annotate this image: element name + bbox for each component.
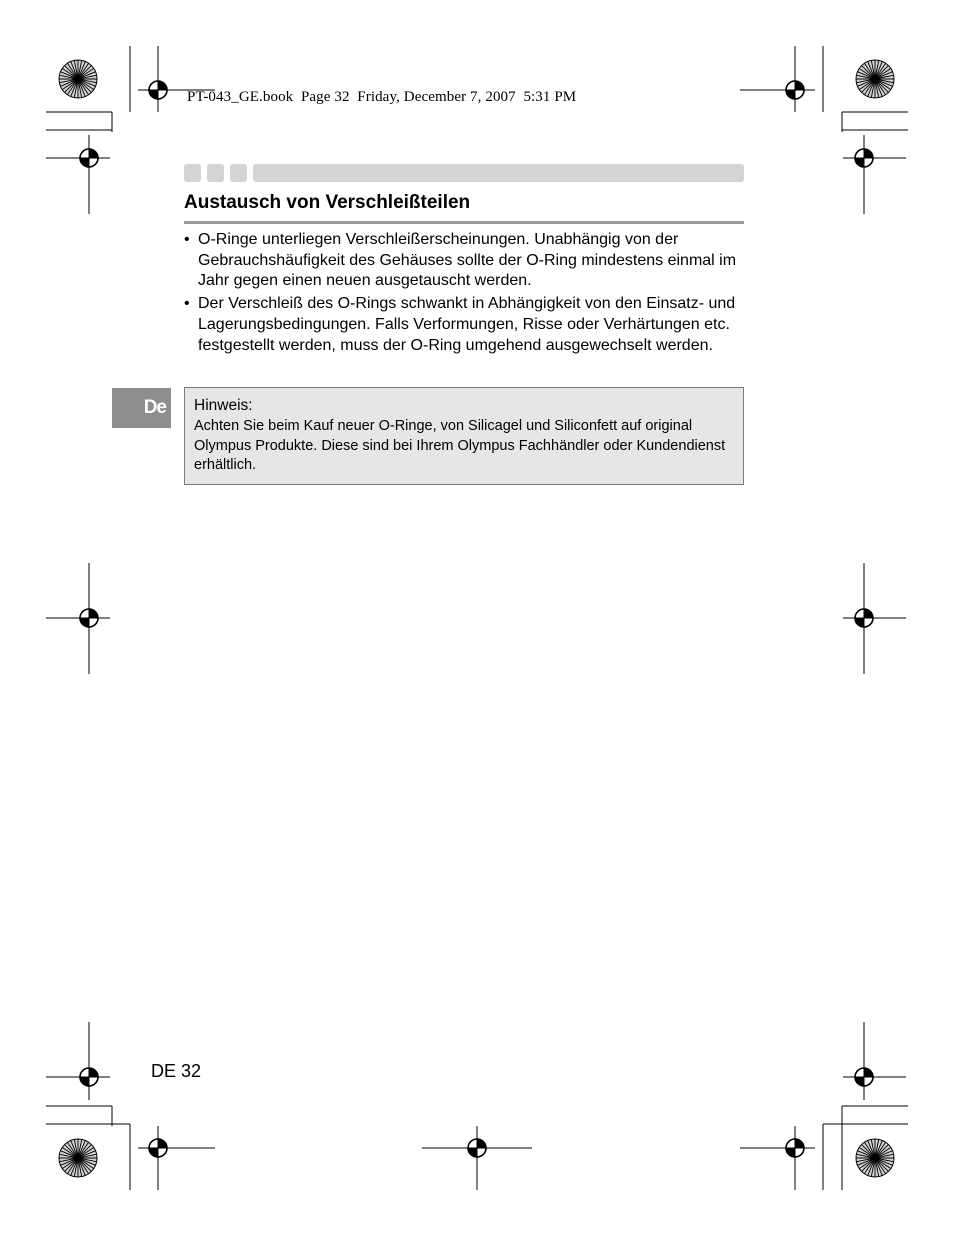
registration-mark-icon [46, 563, 110, 674]
title-rule [184, 221, 744, 224]
registration-mark-icon [138, 1126, 215, 1190]
list-item [184, 294, 749, 356]
starburst-mark-icon [59, 1139, 97, 1177]
note-body: Achten Sie beim Kauf neuer O-Ringe, von Silicagel und Siliconfett auf original Olympus Produkte. Diese sind bei Ihrem Olympus Fachhändler oder Kundendienst erhältlich. [194, 418, 726, 474]
decor-square [230, 164, 247, 182]
bullet-symbol: • [184, 231, 190, 248]
section-decoration [184, 164, 744, 182]
registration-mark-icon [740, 1126, 815, 1190]
registration-mark-icon [843, 135, 906, 214]
decor-square [207, 164, 224, 182]
bullet-list [184, 230, 749, 358]
list-item-text: Der Verschleiß des O-Rings schwankt in Abhängigkeit von den Einsatz- und Lagerungsbedingungen. Falls Verformungen, Risse oder Verhärtungen etc. festgestellt werden, muss der O-Ring umgehend ausgewechselt werden. [198, 295, 736, 354]
starburst-mark-icon [59, 60, 97, 98]
bullet-symbol: • [184, 295, 190, 313]
note-title: Hinweis: [194, 397, 253, 414]
registration-mark-icon [843, 1022, 906, 1100]
list-item [184, 230, 749, 292]
registration-mark-icon [46, 1022, 110, 1100]
registration-mark-icon [422, 1126, 532, 1190]
registration-mark-icon [843, 563, 906, 674]
decor-square [184, 164, 201, 182]
page-number: DE 32 [151, 1061, 202, 1081]
registration-mark-icon [46, 135, 110, 214]
language-tab: De [112, 388, 171, 428]
print-header: PT-043_GE.book Page 32 Friday, December 7, 2007 5:31 PM [187, 89, 577, 105]
section-title: Austausch von Verschleißteilen [184, 192, 471, 213]
crop-mark-icon [46, 46, 908, 1190]
starburst-mark-icon [856, 60, 894, 98]
note-box [184, 387, 744, 485]
starburst-mark-icon [856, 1139, 894, 1177]
registration-mark-icon [740, 46, 815, 112]
decor-bar [253, 164, 744, 182]
list-item-text: O-Ringe unterliegen Verschleißerscheinungen. Unabhängig von der Gebrauchshäufigkeit des Gehäuses sollte der O-Ring mindestens einmal im Jahr gegen einen neuen ausgetauscht werden. [198, 231, 737, 290]
